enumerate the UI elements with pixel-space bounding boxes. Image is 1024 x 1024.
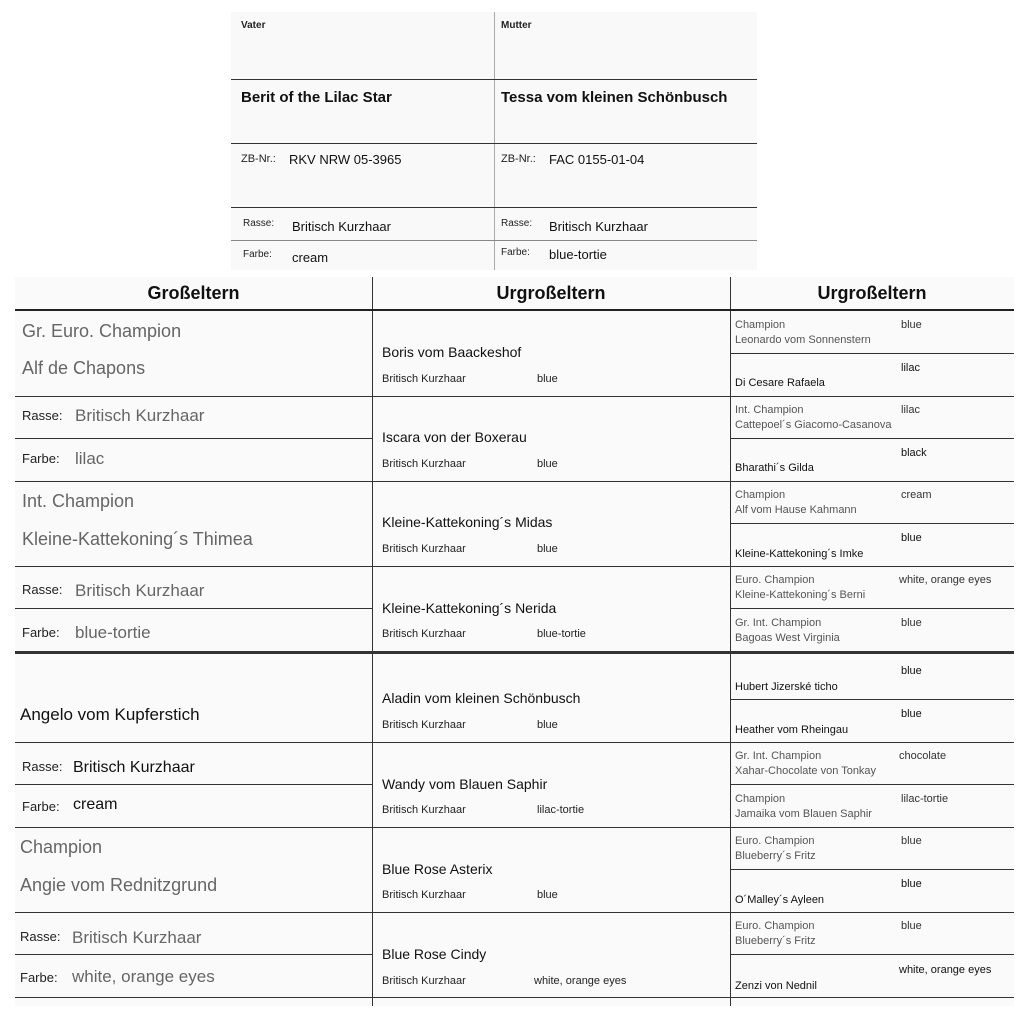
- gp-rasse: Britisch Kurzhaar: [72, 928, 202, 947]
- gggp-farbe: lilac: [901, 404, 920, 416]
- gggp-farbe: lilac-tortie: [901, 793, 949, 805]
- gp-rasse-label: Rasse:: [22, 582, 63, 597]
- gggp-title: Champion: [735, 319, 786, 331]
- header-line: [15, 309, 1014, 311]
- parents-card: [231, 12, 757, 270]
- gggp-title: Gr. Int. Champion: [735, 617, 822, 629]
- father-rasse: Britisch Kurzhaar: [292, 219, 391, 234]
- gggp-name: Blueberry´s Fritz: [735, 850, 816, 862]
- gp-farbe-label: Farbe:: [22, 625, 60, 640]
- mother-rasse-label: Rasse:: [501, 218, 533, 229]
- row-line: [730, 699, 1014, 700]
- gp-farbe: white, orange eyes: [72, 967, 215, 986]
- row-line: [15, 481, 372, 482]
- ggp-name: Wandy vom Blauen Saphir: [382, 776, 548, 792]
- gggp-title: Int. Champion: [735, 404, 804, 416]
- ggp-farbe: blue: [537, 719, 558, 731]
- gggp-name: Cattepoel´s Giacomo-Casanova: [735, 419, 892, 431]
- gggp-farbe: lilac: [901, 362, 920, 374]
- gp-name: Kleine-Kattekoning´s Thimea: [22, 529, 253, 549]
- ggp-rasse: Britisch Kurzhaar: [382, 889, 466, 901]
- mother-label: Mutter: [501, 20, 532, 31]
- row-line: [372, 827, 730, 828]
- ggp-farbe: blue: [537, 458, 558, 470]
- gp-farbe: cream: [73, 796, 118, 813]
- row-line: [15, 784, 372, 785]
- gggp-name: Xahar-Chocolate von Tonkay: [735, 765, 877, 777]
- row-line: [372, 396, 730, 397]
- gggp-name: Bagoas West Virginia: [735, 632, 840, 644]
- gp-rasse: Britisch Kurzhaar: [73, 759, 195, 776]
- gggp-farbe: blue: [901, 878, 922, 890]
- header-grandparents: Großeltern: [147, 283, 240, 303]
- row-line: [730, 481, 1014, 482]
- row-line: [372, 481, 730, 482]
- row-line: [372, 566, 730, 567]
- ggp-name: Iscara von der Boxerau: [382, 429, 527, 445]
- gp-name: Angelo vom Kupferstich: [20, 705, 200, 724]
- ggp-rasse: Britisch Kurzhaar: [382, 719, 466, 731]
- row-line: [730, 353, 1014, 354]
- gp-rasse-label: Rasse:: [22, 408, 63, 423]
- gggp-name: Bharathi´s Gilda: [735, 462, 814, 474]
- gp-title: Champion: [20, 837, 103, 857]
- gggp-farbe: black: [901, 447, 927, 459]
- ggp-farbe: blue: [537, 889, 558, 901]
- gggp-farbe: blue: [901, 319, 922, 331]
- ggp-name: Boris vom Baackeshof: [382, 344, 522, 360]
- row-line: [730, 566, 1014, 567]
- ggp-name: Kleine-Kattekoning´s Nerida: [382, 600, 557, 616]
- row-line: [730, 396, 1014, 397]
- gp-rasse-label: Rasse:: [20, 929, 61, 944]
- pedigree-table: [15, 277, 1014, 1006]
- mother-farbe-label: Farbe:: [501, 247, 530, 258]
- gggp-name: Kleine-Kattekoning´s Berni: [735, 589, 866, 601]
- gggp-farbe: white, orange eyes: [899, 574, 992, 586]
- parent-separator: [730, 651, 1014, 654]
- gggp-farbe: blue: [901, 617, 922, 629]
- gggp-title: Gr. Int. Champion: [735, 750, 822, 762]
- row-line: [15, 742, 372, 743]
- parents-line: [231, 143, 757, 144]
- gggp-farbe: blue: [901, 532, 922, 544]
- ggp-farbe: blue: [537, 373, 558, 385]
- row-line: [15, 954, 372, 955]
- father-farbe: cream: [292, 250, 329, 265]
- gp-farbe-label: Farbe:: [22, 799, 60, 814]
- row-line: [730, 523, 1014, 524]
- gggp-title: Champion: [735, 489, 786, 501]
- row-line: [730, 438, 1014, 439]
- gp-rasse: Britisch Kurzhaar: [75, 406, 205, 425]
- father-label: Vater: [241, 20, 266, 31]
- gggp-name: Leonardo vom Sonnenstern: [735, 334, 871, 346]
- row-line: [15, 438, 372, 439]
- parents-line: [231, 240, 757, 241]
- gggp-farbe: cream: [901, 489, 932, 501]
- row-line: [730, 742, 1014, 743]
- gggp-title: Euro. Champion: [735, 835, 815, 847]
- gggp-name: Blueberry´s Fritz: [735, 935, 816, 947]
- ggp-farbe: blue-tortie: [537, 628, 586, 640]
- row-line: [15, 566, 372, 567]
- mother-name: Tessa vom kleinen Schönbusch: [501, 89, 728, 106]
- ggp-name: Kleine-Kattekoning´s Midas: [382, 514, 553, 530]
- father-name: Berit of the Lilac Star: [241, 89, 392, 106]
- gp-name: Alf de Chapons: [22, 358, 146, 378]
- ggp-rasse: Britisch Kurzhaar: [382, 628, 466, 640]
- father-zb: RKV NRW 05-3965: [289, 152, 402, 167]
- mother-zb-label: ZB-Nr.:: [501, 153, 536, 165]
- gp-title: Int. Champion: [22, 491, 135, 511]
- gggp-farbe: blue: [901, 835, 922, 847]
- gggp-farbe: blue: [901, 708, 922, 720]
- gp-rasse: Britisch Kurzhaar: [75, 581, 205, 600]
- row-line: [730, 827, 1014, 828]
- gggp-name: O´Malley´s Ayleen: [735, 894, 825, 906]
- row-line: [15, 608, 372, 609]
- gggp-name: Zenzi von Nednil: [735, 980, 817, 992]
- ggp-name: Blue Rose Asterix: [382, 861, 493, 877]
- gp-name: Angie vom Rednitzgrund: [20, 875, 218, 895]
- gggp-name: Heather vom Rheingau: [735, 724, 849, 736]
- father-zb-label: ZB-Nr.:: [241, 153, 276, 165]
- mother-farbe: blue-tortie: [549, 247, 607, 262]
- parents-divider: [494, 12, 495, 270]
- gggp-name: Hubert Jizerské ticho: [735, 681, 838, 693]
- row-line: [730, 784, 1014, 785]
- row-line: [15, 912, 372, 913]
- row-line: [15, 827, 372, 828]
- header-great-great-grandparents: Urgroßeltern: [817, 283, 927, 303]
- mother-zb: FAC 0155-01-04: [549, 152, 645, 167]
- row-line: [730, 954, 1014, 955]
- gggp-name: Di Cesare Rafaela: [735, 377, 825, 389]
- father-farbe-label: Farbe:: [243, 249, 272, 260]
- ggp-name: Blue Rose Cindy: [382, 946, 487, 962]
- ggp-rasse: Britisch Kurzhaar: [382, 458, 466, 470]
- row-line: [730, 608, 1014, 609]
- gp-farbe: lilac: [75, 449, 105, 468]
- ggp-farbe: blue: [537, 543, 558, 555]
- gggp-title: Euro. Champion: [735, 574, 815, 586]
- row-line: [730, 869, 1014, 870]
- column-divider: [730, 277, 731, 1006]
- ggp-name: Aladin vom kleinen Schönbusch: [382, 690, 581, 706]
- gggp-title: Champion: [735, 793, 786, 805]
- parent-separator: [15, 651, 730, 654]
- mother-rasse: Britisch Kurzhaar: [549, 219, 648, 234]
- row-line: [372, 742, 730, 743]
- gp-title: Gr. Euro. Champion: [22, 321, 182, 341]
- gggp-name: Alf vom Hause Kahmann: [735, 504, 857, 516]
- row-line: [730, 912, 1014, 913]
- header-great-grandparents: Urgroßeltern: [496, 283, 606, 303]
- ggp-farbe: lilac-tortie: [537, 804, 585, 816]
- ggp-rasse: Britisch Kurzhaar: [382, 975, 466, 987]
- bottom-line: [15, 997, 1014, 998]
- ggp-rasse: Britisch Kurzhaar: [382, 543, 466, 555]
- gp-farbe-label: Farbe:: [22, 451, 60, 466]
- gp-rasse-label: Rasse:: [22, 759, 63, 774]
- gggp-farbe: chocolate: [899, 750, 947, 762]
- father-rasse-label: Rasse:: [243, 218, 275, 229]
- ggp-rasse: Britisch Kurzhaar: [382, 373, 466, 385]
- gp-farbe-label: Farbe:: [20, 970, 58, 985]
- gggp-farbe: white, orange eyes: [899, 964, 992, 976]
- row-line: [15, 396, 372, 397]
- gggp-farbe: blue: [901, 920, 922, 932]
- parents-line: [231, 207, 757, 208]
- gp-farbe: blue-tortie: [75, 623, 151, 642]
- column-divider: [372, 277, 373, 1006]
- gggp-farbe: blue: [901, 665, 922, 677]
- row-line: [372, 912, 730, 913]
- ggp-farbe: white, orange eyes: [534, 975, 627, 987]
- ggp-rasse: Britisch Kurzhaar: [382, 804, 466, 816]
- parents-line: [231, 79, 757, 80]
- gggp-name: Jamaika vom Blauen Saphir: [735, 808, 872, 820]
- gggp-title: Euro. Champion: [735, 920, 815, 932]
- gggp-name: Kleine-Kattekoning´s Imke: [735, 548, 864, 560]
